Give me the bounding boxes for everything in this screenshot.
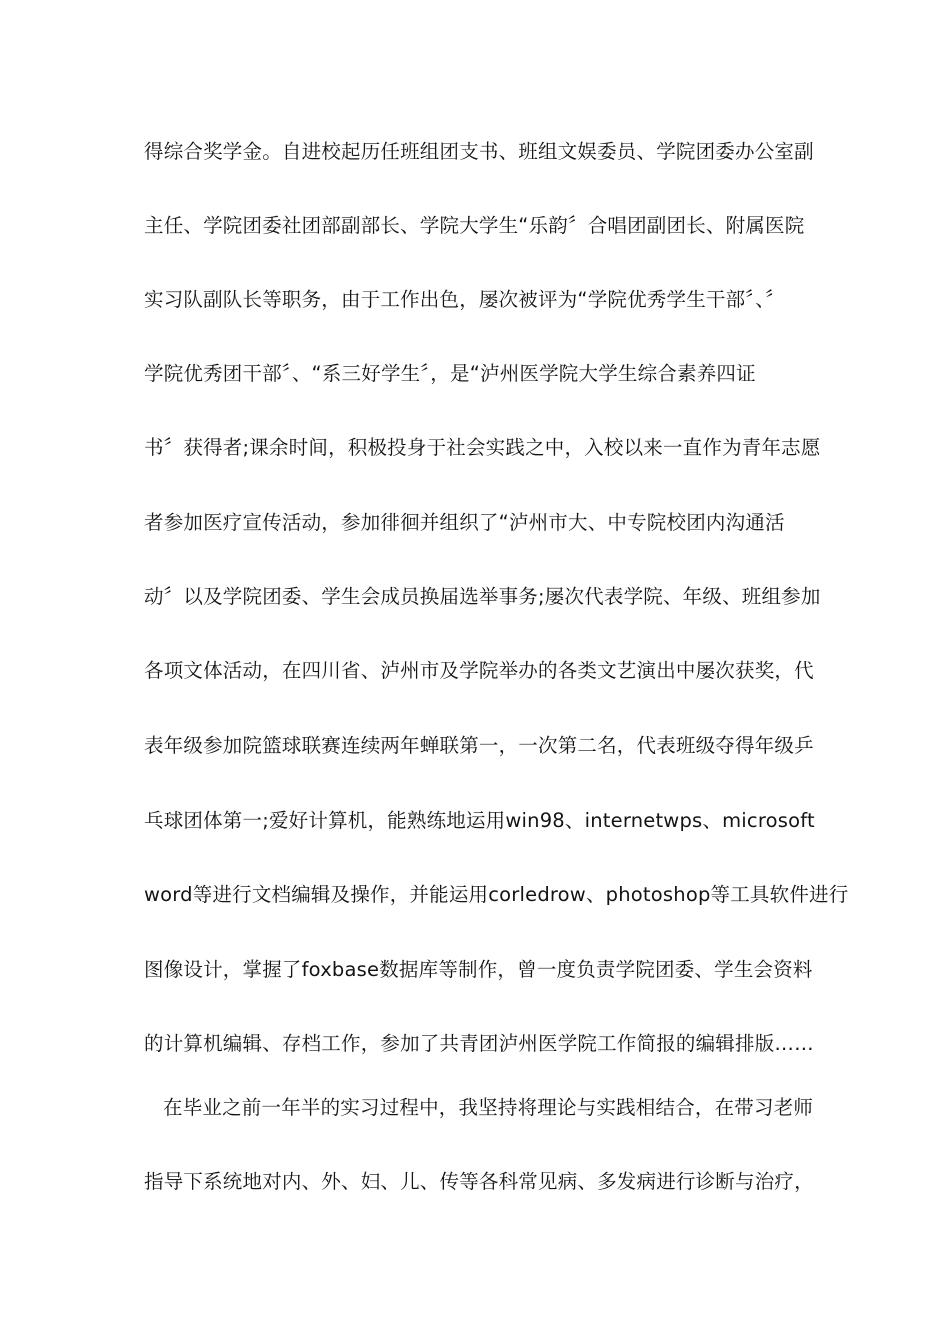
text-line: 各项文体活动，在四川省、泸州市及学院举办的各类文艺演出中屡次获奖，代 xyxy=(144,659,814,682)
text-line: 乓球团体第一;爱好计算机，能熟练地运用win98、internetwps、microsoft xyxy=(144,809,815,832)
text-line: 者参加医疗宣传活动，参加徘徊并组织了“泸州市大、中专院校团内沟通活 xyxy=(144,511,785,534)
text-line: 主任、学院团委社团部副部长、学院大学生“乐韵〞合唱团副团长、附属医院 xyxy=(144,214,805,237)
text-line: 动〞以及学院团委、学生会成员换届选举事务;屡次代表学院、年级、班组参加 xyxy=(144,585,821,608)
text-line: word等进行文档编辑及操作，并能运用corledrow、photoshop等工具软件进行 xyxy=(144,883,849,906)
text-line: 图像设计，掌握了foxbase数据库等制作，曾一度负责学院团委、学生会资料 xyxy=(144,958,813,981)
text-line: 指导下系统地对内、外、妇、儿、传等各科常见病、多发病进行诊断与治疗， xyxy=(144,1170,814,1193)
text-line: 的计算机编辑、存档工作，参加了共青团泸州医学院工作简报的编辑排版…… xyxy=(144,1032,814,1055)
text-line: 书〞获得者;课余时间，积极投身于社会实践之中，入校以来一直作为青年志愿 xyxy=(144,436,821,459)
text-line: 表年级参加院篮球联赛连续两年蝉联第一，一次第二名，代表班级夺得年级乒 xyxy=(144,734,814,757)
paragraph-first-line: 在毕业之前一年半的实习过程中，我坚持将理论与实践相结合，在带习老师 xyxy=(163,1096,814,1119)
text-line: 实习队副队长等职务，由于工作出色，屡次被评为“学院优秀学生干部〞、〞 xyxy=(144,288,785,311)
text-line: 学院优秀团干部〞、“系三好学生〞，是“泸州医学院大学生综合素养四证 xyxy=(144,362,756,385)
text-line: 得综合奖学金。自进校起历任班组团支书、班组文娱委员、学院团委办公室副 xyxy=(144,140,814,163)
